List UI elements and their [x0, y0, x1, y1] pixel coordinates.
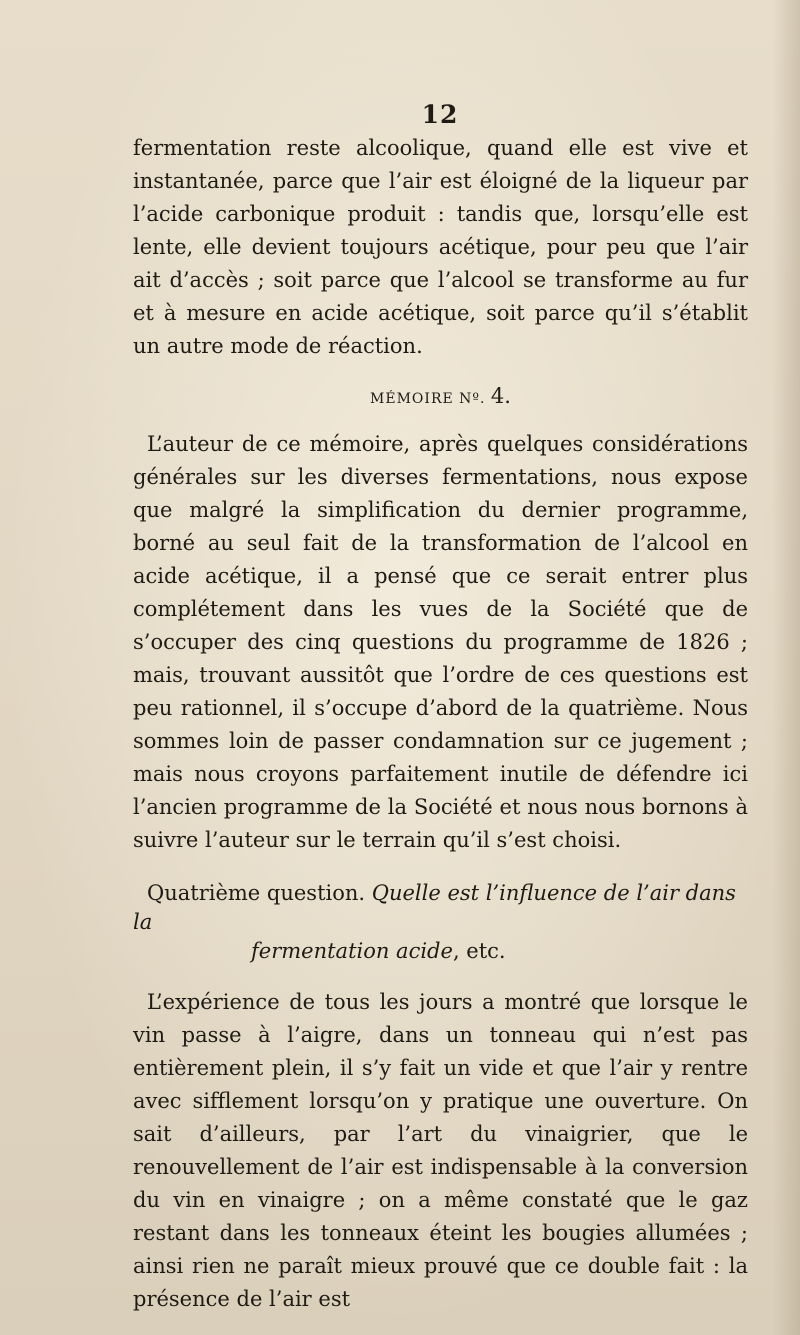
- question-line2: [133, 937, 748, 966]
- question-heading: [133, 879, 748, 966]
- question-suffix: , etc.: [452, 939, 506, 963]
- memoire-heading: [133, 381, 748, 414]
- paragraph-experience: L’expérience de tous les jours a montré que lorsque le vin passe à l’aigre, dans un tonneau qui n’est pas entièrement plein, il s’y fait un vide et que l’air y rentre avec sifflement lorsqu’on y pratique une ouverture. On sait d’ailleurs, par l’art du vinaigrier, que le renouvellement de l’air est indispensable à la conversion du vin en vinaigre ; on a même constaté que le gaz restant dans les tonneaux éteint les bougies allumées ; ainsi rien ne paraît mieux prouvé que ce double fait : la présence de l’air est: [133, 990, 748, 1311]
- page-edge-shadow: [772, 0, 800, 1335]
- page-text: [133, 132, 748, 1316]
- memoire-heading-number: 4.: [490, 384, 511, 408]
- paragraph-continuation: fermentation reste alcoolique, quand elle est vive et instantanée, parce que l’air est éloigné de la liqueur par l’acide carbonique produit : tandis que, lorsqu’elle est lente, elle devient toujours acétique, pour peu que l’air ait d’accès ; soit parce que l’alcool se transforme au fur et à mesure en acide acétique, soit parce qu’il s’établit un autre mode de réaction.: [133, 136, 748, 358]
- page-number: 12: [421, 100, 459, 129]
- paragraph-author-summary: L’auteur de ce mémoire, après quelques considérations générales sur les diverses fermentations, nous expose que malgré la simplification du dernier programme, borné au seul fait de la transformation de l’alcool en acide acétique, il a pensé que ce serait entrer plus complétement dans les vues de la Société que de s’occuper des cinq questions du programme de 1826 ; mais, trouvant aussitôt que l’ordre de ces questions est peu rationnel, il s’occupe d’abord de la quatrième. Nous sommes loin de passer condamnation sur ce jugement ; mais nous croyons parfaitement inutile de défendre ici l’ancien programme de la Société et nous nous bornons à suivre l’auteur sur le terrain qu’il s’est choisi.: [133, 432, 748, 852]
- memoire-heading-label: MÉMOIRE Nº.: [370, 391, 486, 407]
- question-title-line1: Quelle est l’influence de l’air dans la: [133, 881, 736, 934]
- question-label: Quatrième question.: [147, 881, 366, 905]
- question-title-line2: fermentation acide: [251, 939, 453, 963]
